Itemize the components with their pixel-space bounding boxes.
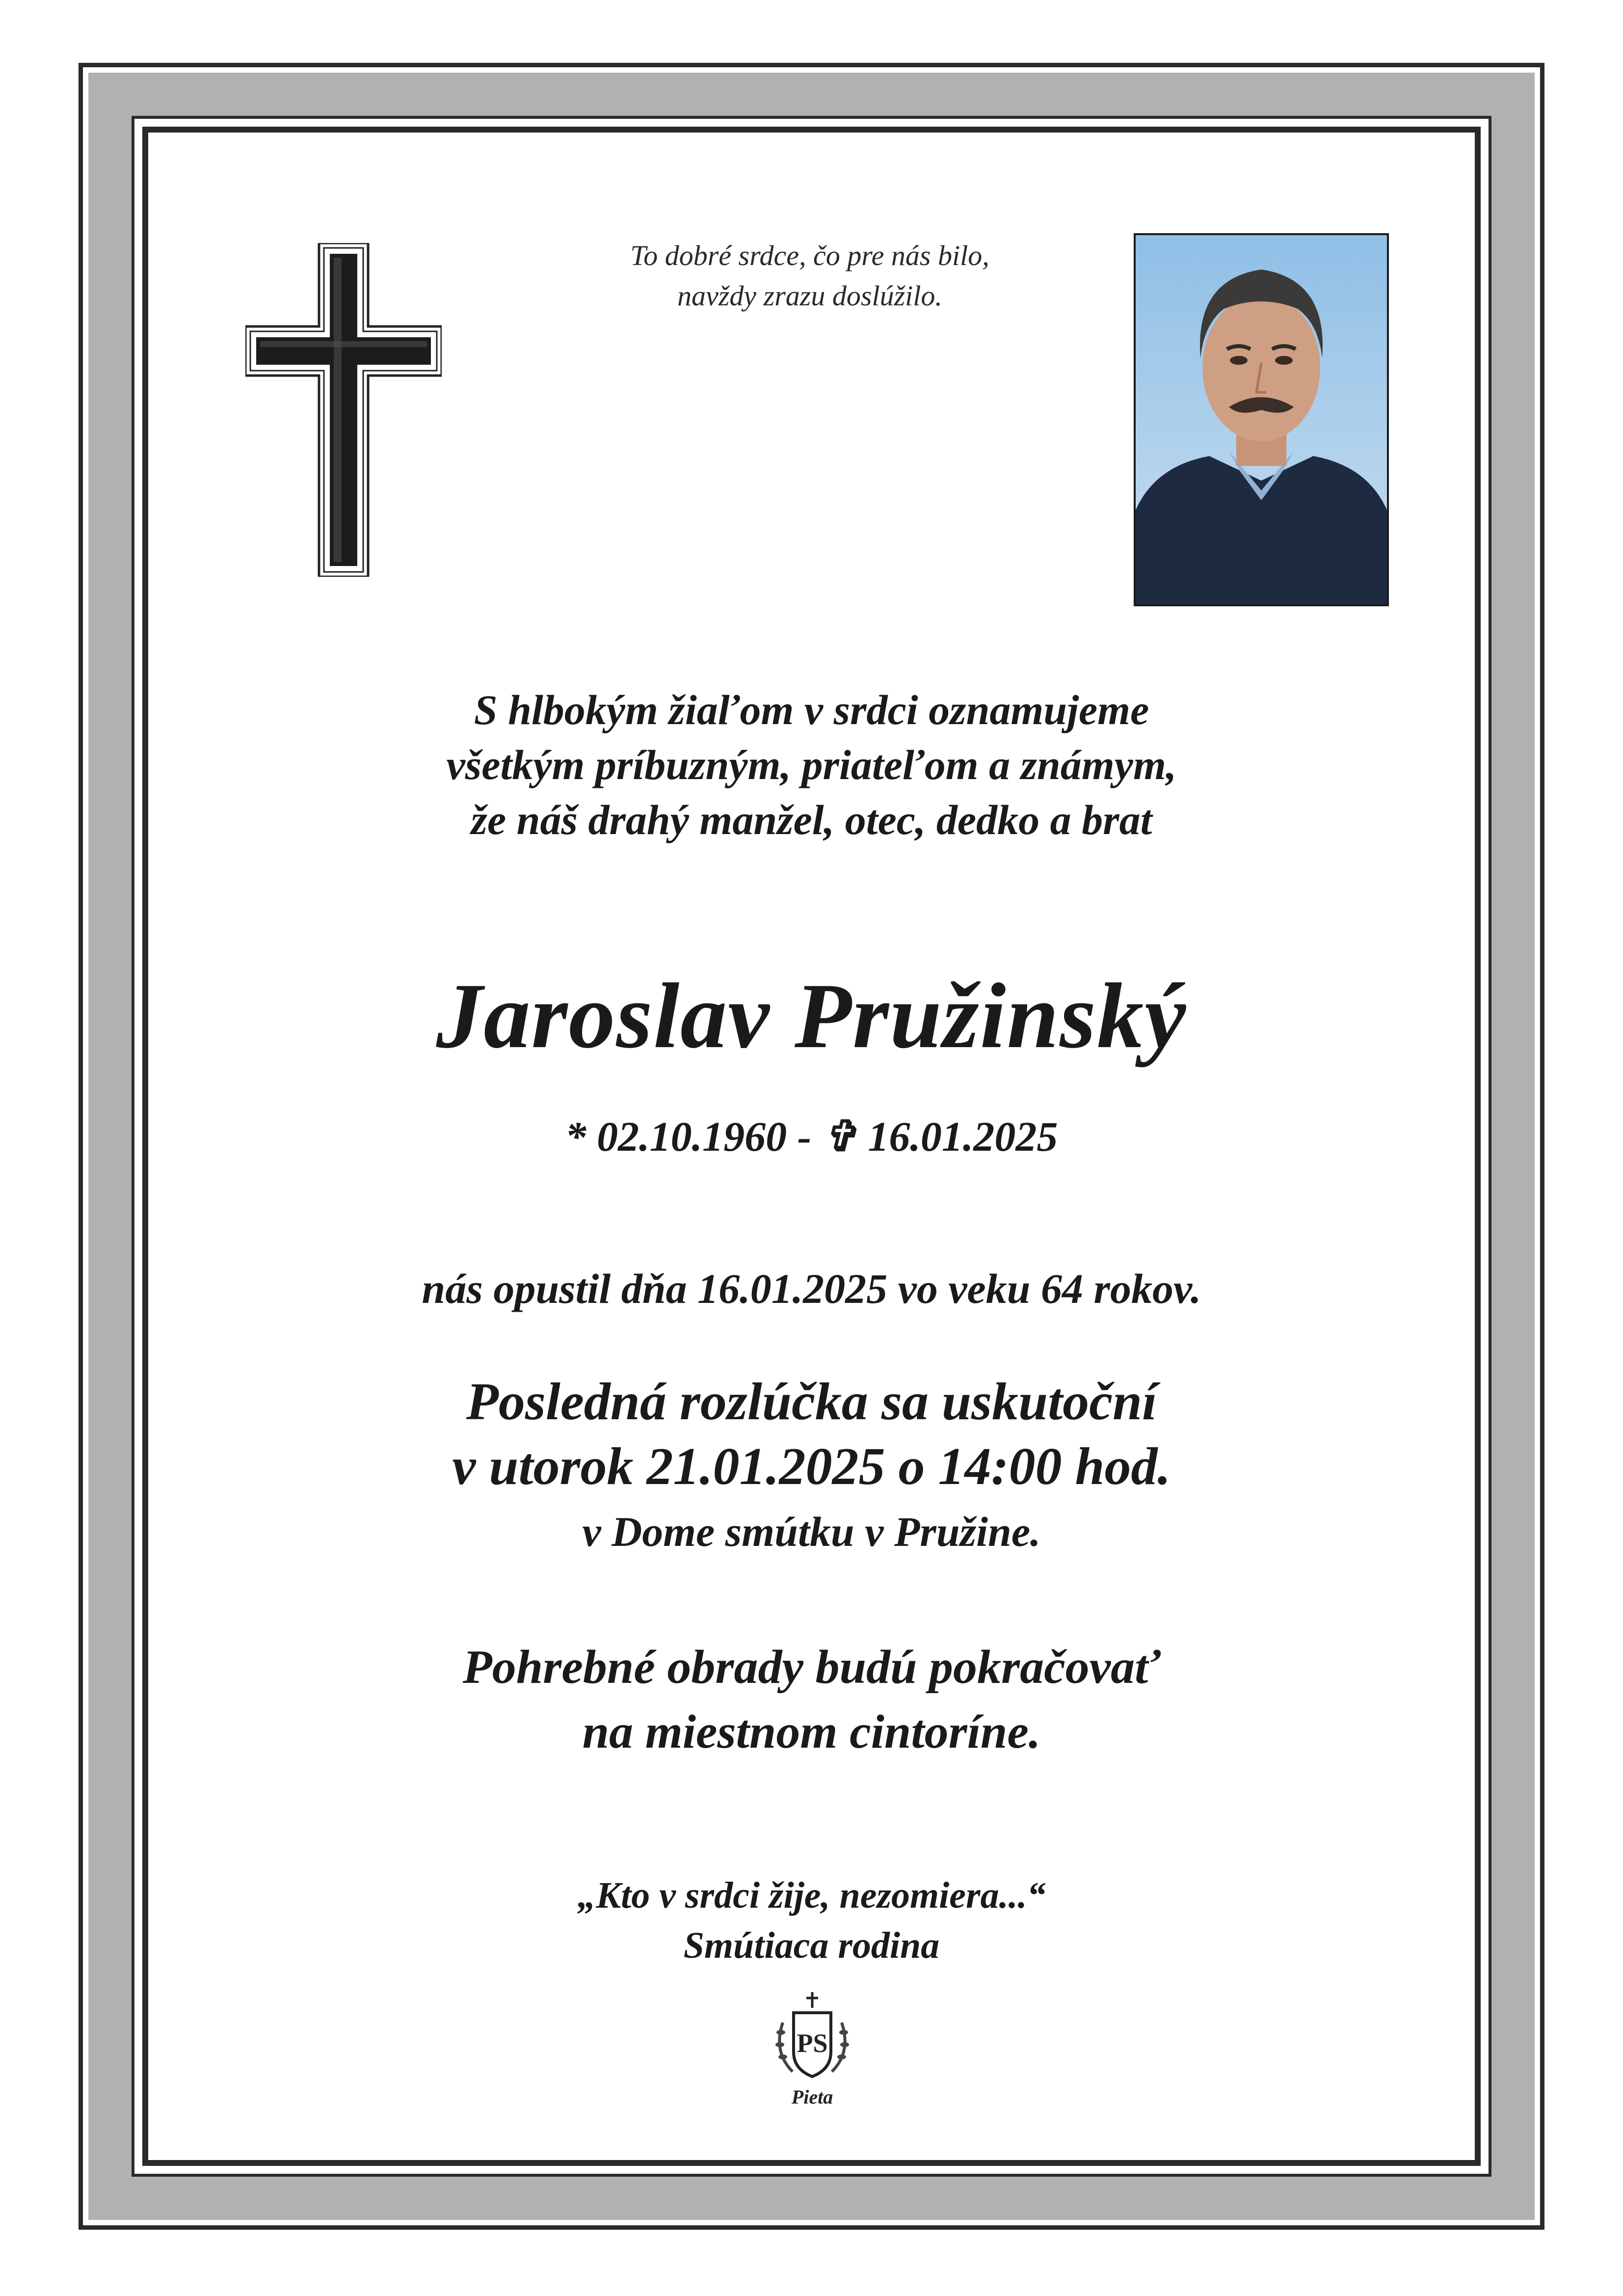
farewell-line-2: v utorok 21.01.2025 o 14:00 hod.: [452, 1437, 1171, 1496]
announcement-line-2: všetkým príbuzným, priateľom a známym,: [446, 741, 1177, 788]
farewell-line-3: v Dome smútku v Pružine.: [582, 1508, 1041, 1555]
closing: [142, 1870, 1481, 1971]
motto-line-1: To dobré srdce, čo pre nás bilo,: [630, 240, 989, 271]
life-dates: * 02.10.1960 - ✞ 16.01.2025: [565, 1113, 1058, 1160]
portrait-photo: [1134, 233, 1389, 606]
rites-line-1: Pohrebné obrady budú pokračovať: [462, 1641, 1161, 1694]
rites-line-2: na miestnom cintoríne.: [582, 1705, 1041, 1758]
logo-caption: Pieta: [791, 2086, 833, 2108]
farewell-info: [142, 1370, 1481, 1564]
passed-text: nás opustil dňa 16.01.2025 vo veku 64 rokov.: [422, 1265, 1201, 1312]
deceased-name: Jaroslav Pružinský: [436, 965, 1187, 1068]
announcement-line-1: S hlbokým žiaľom v srdci oznamujeme: [474, 686, 1149, 733]
announcement-line-3: že náš drahý manžel, otec, dedko a brat: [471, 796, 1152, 843]
motto-line-2: navždy zrazu doslúžilo.: [677, 280, 942, 312]
closing-signature: Smútiaca rodina: [683, 1925, 940, 1966]
farewell-line-1: Posledná rozlúčka sa uskutoční: [466, 1373, 1157, 1431]
closing-quote: „Kto v srdci žije, nezomiera...“: [577, 1875, 1046, 1916]
announcement: [142, 682, 1481, 847]
cross-icon: [245, 243, 442, 577]
pieta-logo: [763, 1988, 861, 2111]
logo-monogram: PS: [797, 2028, 828, 2058]
rites-info: [142, 1635, 1481, 1764]
motto: [506, 236, 1114, 316]
